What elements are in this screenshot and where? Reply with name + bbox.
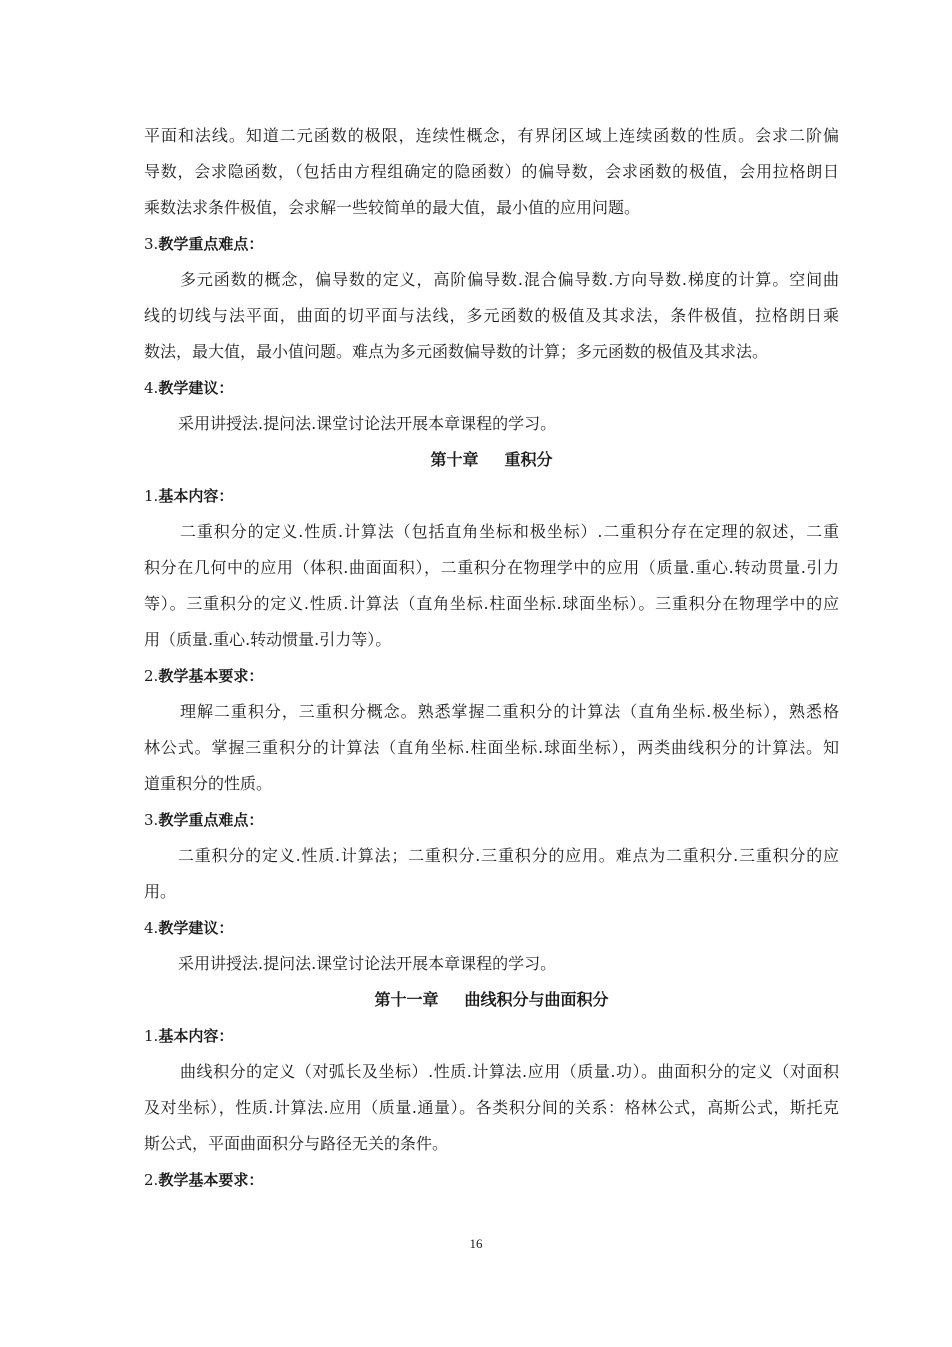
text-line: 理解二重积分，三重积分概念。熟悉掌握二重积分的计算法（直角坐标.极坐标），熟悉格 [180,702,839,721]
page-number: 16 [469,1236,483,1251]
text-line: 林公式。掌握三重积分的计算法（直角坐标.柱面坐标.球面坐标），两类曲线积分的计算法。知 [144,738,839,757]
text-line: 用（质量.重心.转动惯量.引力等）。 [144,630,392,649]
page-content [144,118,839,1198]
text-line: 数法，最大值，最小值问题。难点为多元函数偏导数的计算；多元函数的极值及其求法。 [144,342,769,361]
text-line: 用。 [144,882,177,901]
section-heading: 4.教学建议： [144,379,234,397]
text-line: 曲线积分的定义（对弧长及坐标）.性质.计算法.应用（质量.功）。曲面积分的定义（对面积 [180,1062,839,1081]
section-heading: 2.教学基本要求： [144,667,264,685]
text-line: 导数，会求隐函数，（包括由方程组确定的隐函数）的偏导数，会求函数的极值，会用拉格朗日 [144,162,839,181]
section-heading: 3.教学重点难点： [144,235,264,253]
chapter-title: 第十章 重积分 [430,450,553,469]
text-line: 斯公式，平面曲面积分与路径无关的条件。 [144,1134,449,1153]
section-heading: 4.教学建议： [144,919,234,937]
text-line: 积分在几何中的应用（体积.曲面面积），二重积分在物理学中的应用（质量.重心.转动贯量.引力 [144,558,839,577]
text-line: 等）。三重积分的定义.性质.计算法（直角坐标.柱面坐标.球面坐标）。三重积分在物理学中的应 [144,594,839,613]
text-line: 采用讲授法.提问法.课堂讨论法开展本章课程的学习。 [178,414,557,433]
section-heading: 1.基本内容： [144,1027,234,1045]
section-heading: 2.教学基本要求： [144,1171,264,1189]
text-line: 平面和法线。知道二元函数的极限，连续性概念，有界闭区域上连续函数的性质。会求二阶偏 [144,126,839,145]
chapter-title: 第十一章 曲线积分与曲面积分 [374,990,609,1009]
text-line: 道重积分的性质。 [144,774,273,793]
text-line: 乘数法求条件极值，会求解一些较简单的最大值，最小值的应用问题。 [144,198,641,217]
text-line: 线的切线与法平面，曲面的切平面与法线，多元函数的极值及其求法，条件极值，拉格朗日乘 [144,306,839,325]
text-line: 二重积分的定义.性质.计算法；二重积分.三重积分的应用。难点为二重积分.三重积分的应 [178,846,839,865]
text-line: 采用讲授法.提问法.课堂讨论法开展本章课程的学习。 [178,954,557,973]
section-heading: 3.教学重点难点： [144,811,264,829]
section-heading: 1.基本内容： [144,487,234,505]
text-line: 二重积分的定义.性质.计算法（包括直角坐标和极坐标）.二重积分存在定理的叙述，二重 [180,522,839,541]
text-line: 及对坐标），性质.计算法.应用（质量.通量）。各类积分间的关系：格林公式，高斯公式，斯托克 [144,1098,839,1117]
text-line: 多元函数的概念，偏导数的定义，高阶偏导数.混合偏导数.方向导数.梯度的计算。空间曲 [180,270,839,289]
